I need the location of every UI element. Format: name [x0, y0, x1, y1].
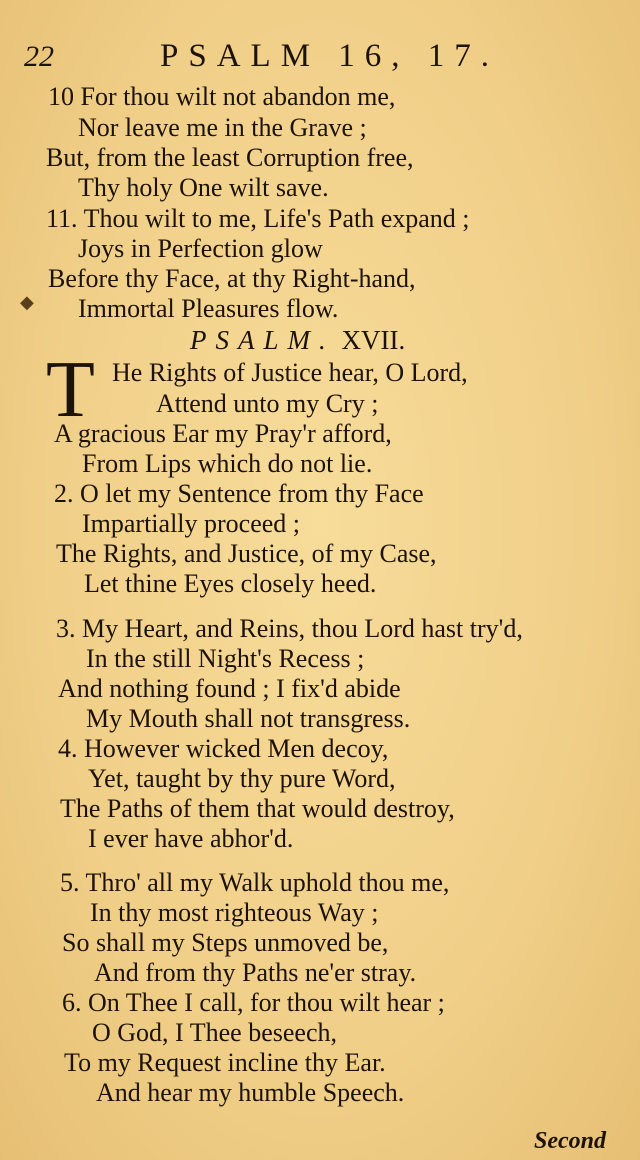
verse-line: 5. Thro' all my Walk uphold thou me,	[60, 868, 450, 897]
verse-line: But, from the least Corruption free,	[46, 143, 414, 172]
verse-line: 11. Thou wilt to me, Life's Path expand ;	[46, 204, 470, 233]
page-number: 22	[24, 40, 54, 73]
verse-line: 2. O let my Sentence from thy Face	[54, 479, 424, 508]
verse-line: Attend unto my Cry ;	[156, 389, 379, 418]
psalm-heading	[190, 325, 405, 356]
verse-line: The Rights, and Justice, of my Case,	[56, 539, 437, 568]
verse-line: 6. On Thee I call, for thou wilt hear ;	[62, 988, 445, 1017]
verse-line: O God, I Thee beseech,	[92, 1018, 337, 1047]
verse-line: And from thy Paths ne'er stray.	[94, 958, 417, 987]
psalm-heading-word: PSALM.	[190, 325, 335, 355]
verse-line: Impartially proceed ;	[82, 509, 301, 538]
verse-line: Let thine Eyes closely heed.	[84, 569, 377, 598]
verse-line: To my Request incline thy Ear.	[64, 1048, 386, 1077]
catchword: Second	[534, 1128, 606, 1154]
psalm-heading-numeral: XVII.	[341, 325, 406, 355]
verse-line: From Lips which do not lie.	[82, 449, 373, 478]
verse-line: The Paths of them that would destroy,	[60, 794, 455, 823]
verse-line: Before thy Face, at thy Right-hand,	[48, 264, 416, 293]
verse-line: I ever have abhor'd.	[88, 824, 294, 853]
verse-line: A gracious Ear my Pray'r afford,	[54, 419, 392, 448]
verse-line: So shall my Steps unmoved be,	[62, 928, 389, 957]
running-title: PSALM 16, 17.	[160, 38, 500, 74]
verse-line: And hear my humble Speech.	[96, 1078, 405, 1107]
printer-mark-icon: ◆	[20, 292, 34, 312]
verse-line: Joys in Perfection glow	[78, 234, 323, 263]
verse-line: He Rights of Justice hear, O Lord,	[112, 358, 468, 387]
verse-line: My Mouth shall not transgress.	[86, 704, 411, 733]
verse-line: Thy holy One wilt save.	[78, 173, 329, 202]
verse-line: In the still Night's Recess ;	[86, 644, 365, 673]
verse-line: 3. My Heart, and Reins, thou Lord hast try'd,	[56, 614, 523, 643]
verse-line: And nothing found ; I fix'd abide	[58, 674, 401, 703]
page-header	[0, 36, 640, 76]
verse-line: 4. However wicked Men decoy,	[58, 734, 389, 763]
verse-line: Nor leave me in the Grave ;	[78, 113, 367, 142]
verse-line: 10 For thou wilt not abandon me,	[48, 82, 396, 111]
verse-line: Immortal Pleasures flow.	[78, 294, 339, 323]
verse-line: Yet, taught by thy pure Word,	[88, 764, 396, 793]
drop-cap: T	[46, 346, 95, 434]
verse-line: In thy most righteous Way ;	[90, 898, 379, 927]
